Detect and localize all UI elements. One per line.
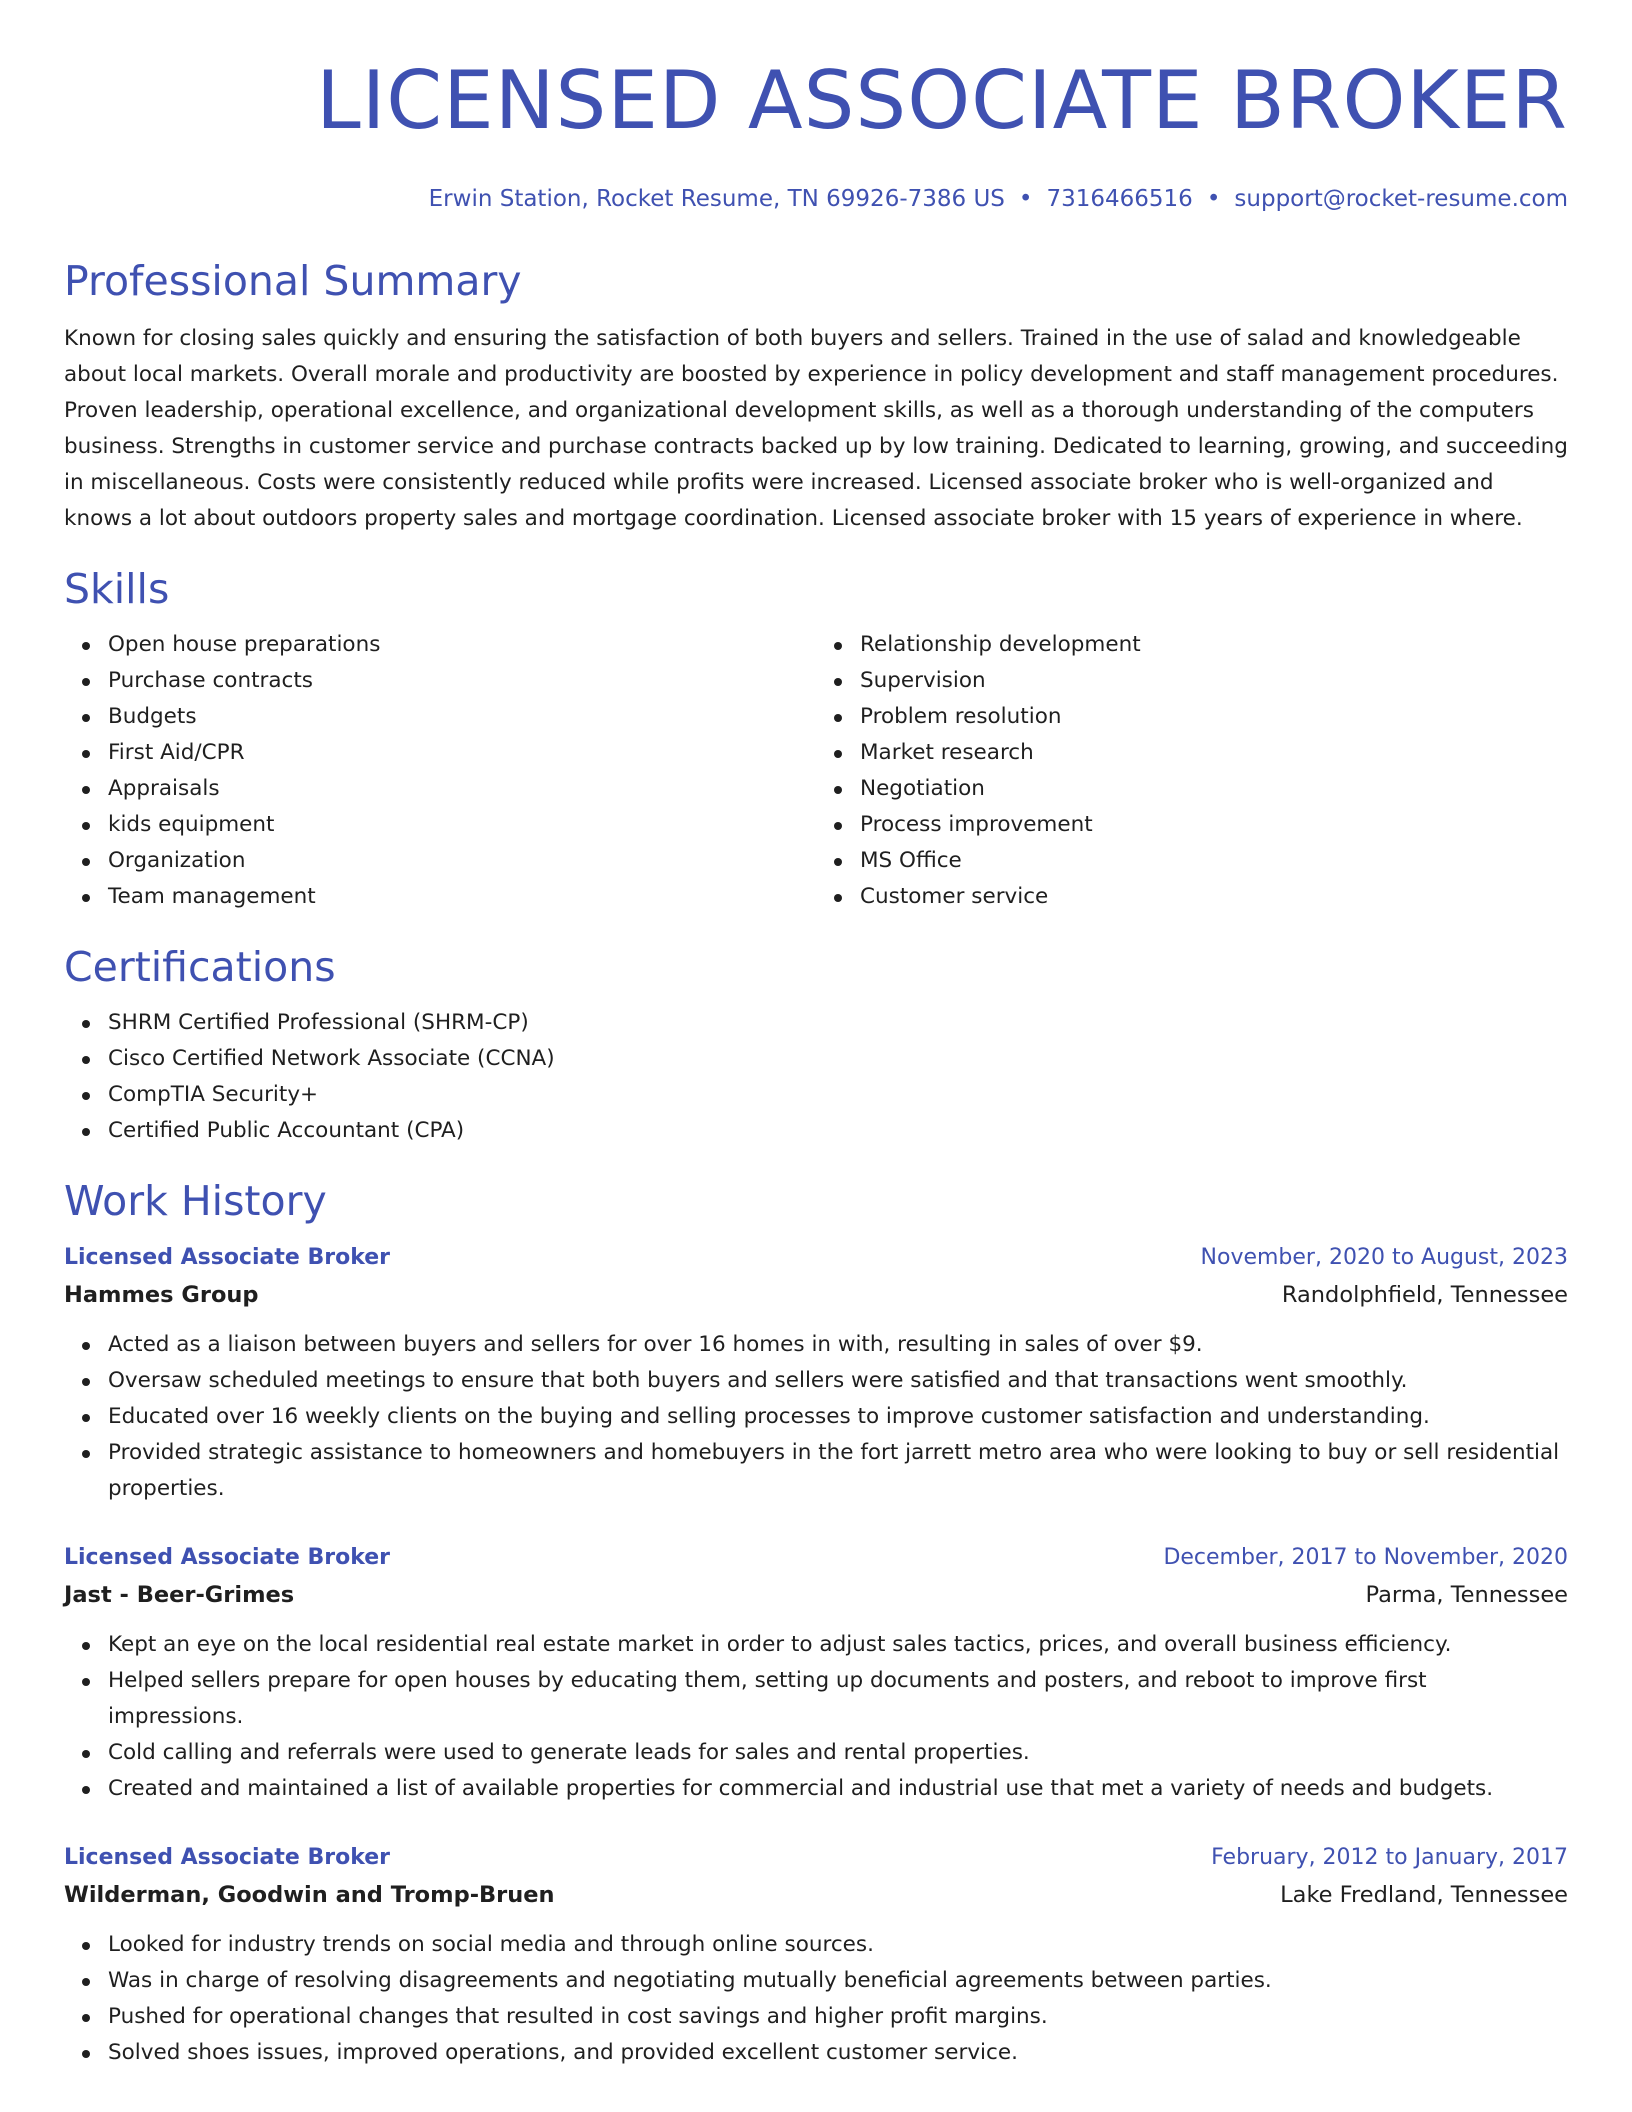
job-entry <box>64 1541 1568 1807</box>
skills-column-left <box>64 627 816 915</box>
certification-item: Certified Public Accountant (CPA) <box>108 1113 1568 1149</box>
job-employer-row <box>64 1275 1568 1315</box>
summary-text: Known for closing sales quickly and ensuring the satisfaction of both buyers and sellers. Trained in the use of salad and knowledgeable about local markets. Overall morale and productivity are boosted by experience in policy development and staff management procedures. Proven leadership, operational excellence, and organizational development skills, as well as a thorough understanding of the computers business. Strengths in customer service and purchase contracts backed up by low training. Dedicated to learning, growing, and succeeding in miscellaneous. Costs were consistently reduced while profits were increased. Licensed associate broker who is well-organized and knows a lot about outdoors property sales and mortgage coordination. Licensed associate broker with 15 years of experience in where. <box>64 326 1568 531</box>
summary-heading: Professional Summary <box>64 257 522 305</box>
job-dates: February, 2012 to January, 2017 <box>1211 1845 1568 1870</box>
job-bullets <box>64 1927 1568 2071</box>
contact-separator: • <box>1206 186 1221 212</box>
skill-item: Process improvement <box>860 807 1568 843</box>
skills-column-right <box>816 627 1568 915</box>
contact-address: Erwin Station, Rocket Resume, TN 69926-7386 US <box>428 186 1005 212</box>
contact-phone[interactable]: 7316466516 <box>1046 186 1193 212</box>
skill-item: Relationship development <box>860 627 1568 663</box>
job-title: Licensed Associate Broker <box>64 1845 391 1870</box>
job-bullet: Educated over 16 weekly clients on the buying and selling processes to improve customer satisfaction and understanding. <box>108 1399 1568 1435</box>
skills-heading: Skills <box>64 565 170 613</box>
job-bullets <box>64 1627 1568 1807</box>
skill-item: Problem resolution <box>860 699 1568 735</box>
job-company: Hammes Group <box>64 1282 259 1308</box>
job-bullet: Was in charge of resolving disagreements and negotiating mutually beneficial agreements between parties. <box>108 1963 1568 1999</box>
job-entry <box>64 1841 1568 2071</box>
certification-item: Cisco Certified Network Associate (CCNA) <box>108 1041 1568 1077</box>
job-company: Wilderman, Goodwin and Tromp-Bruen <box>64 1882 555 1908</box>
job-company: Jast - Beer-Grimes <box>64 1582 295 1608</box>
job-bullet: Created and maintained a list of available properties for commercial and industrial use that met a variety of needs and budgets. <box>108 1771 1568 1807</box>
resume-name: LICENSED ASSOCIATE BROKER <box>316 54 1568 147</box>
skill-item: Open house preparations <box>108 627 816 663</box>
job-bullet: Solved shoes issues, improved operations, and provided excellent customer service. <box>108 2035 1568 2071</box>
skill-item: Purchase contracts <box>108 663 816 699</box>
job-bullet: Provided strategic assistance to homeowners and homebuyers in the fort jarrett metro area who were looking to buy or sell residential properties. <box>108 1435 1568 1507</box>
job-title: Licensed Associate Broker <box>64 1545 391 1570</box>
skill-item: Customer service <box>860 879 1568 915</box>
skill-item: Negotiation <box>860 771 1568 807</box>
job-bullet: Acted as a liaison between buyers and sellers for over 16 homes in with, resulting in sales of over $9. <box>108 1327 1568 1363</box>
job-entry <box>64 1241 1568 1507</box>
skill-item: Market research <box>860 735 1568 771</box>
job-location: Lake Fredland, Tennessee <box>1280 1882 1568 1908</box>
certifications-list <box>64 1005 1568 1149</box>
skill-item: First Aid/CPR <box>108 735 816 771</box>
work-history-heading: Work History <box>64 1177 327 1225</box>
certification-item: CompTIA Security+ <box>108 1077 1568 1113</box>
job-location: Parma, Tennessee <box>1365 1582 1568 1608</box>
job-employer-row <box>64 1875 1568 1915</box>
job-bullet: Oversaw scheduled meetings to ensure that both buyers and sellers were satisfied and that transactions went smoothly. <box>108 1363 1568 1399</box>
skill-item: Team management <box>108 879 816 915</box>
skills-list <box>64 627 1568 915</box>
job-title: Licensed Associate Broker <box>64 1245 391 1270</box>
job-employer-row <box>64 1575 1568 1615</box>
job-location: Randolphfield, Tennessee <box>1281 1282 1568 1308</box>
job-bullets <box>64 1327 1568 1507</box>
job-header <box>64 1841 1568 1875</box>
job-dates: December, 2017 to November, 2020 <box>1163 1545 1568 1570</box>
skill-item: kids equipment <box>108 807 816 843</box>
job-header <box>64 1541 1568 1575</box>
skill-item: Appraisals <box>108 771 816 807</box>
job-header <box>64 1241 1568 1275</box>
job-bullet: Cold calling and referrals were used to generate leads for sales and rental properties. <box>108 1735 1568 1771</box>
certification-item: SHRM Certified Professional (SHRM-CP) <box>108 1005 1568 1041</box>
contact-email[interactable]: support@rocket-resume.com <box>1234 186 1568 212</box>
job-bullet: Kept an eye on the local residential real estate market in order to adjust sales tactics, prices, and overall business efficiency. <box>108 1627 1568 1663</box>
job-bullet: Helped sellers prepare for open houses by educating them, setting up documents and posters, and reboot to improve first impressions. <box>108 1663 1568 1735</box>
contact-separator: • <box>1018 186 1033 212</box>
skill-item: Budgets <box>108 699 816 735</box>
contact-line <box>64 184 1568 214</box>
skill-item: MS Office <box>860 843 1568 879</box>
skill-item: Supervision <box>860 663 1568 699</box>
certifications-heading: Certifications <box>64 943 336 991</box>
job-bullet: Pushed for operational changes that resulted in cost savings and higher profit margins. <box>108 1999 1568 2035</box>
job-bullet: Looked for industry trends on social media and through online sources. <box>108 1927 1568 1963</box>
job-dates: November, 2020 to August, 2023 <box>1200 1245 1568 1270</box>
skill-item: Organization <box>108 843 816 879</box>
